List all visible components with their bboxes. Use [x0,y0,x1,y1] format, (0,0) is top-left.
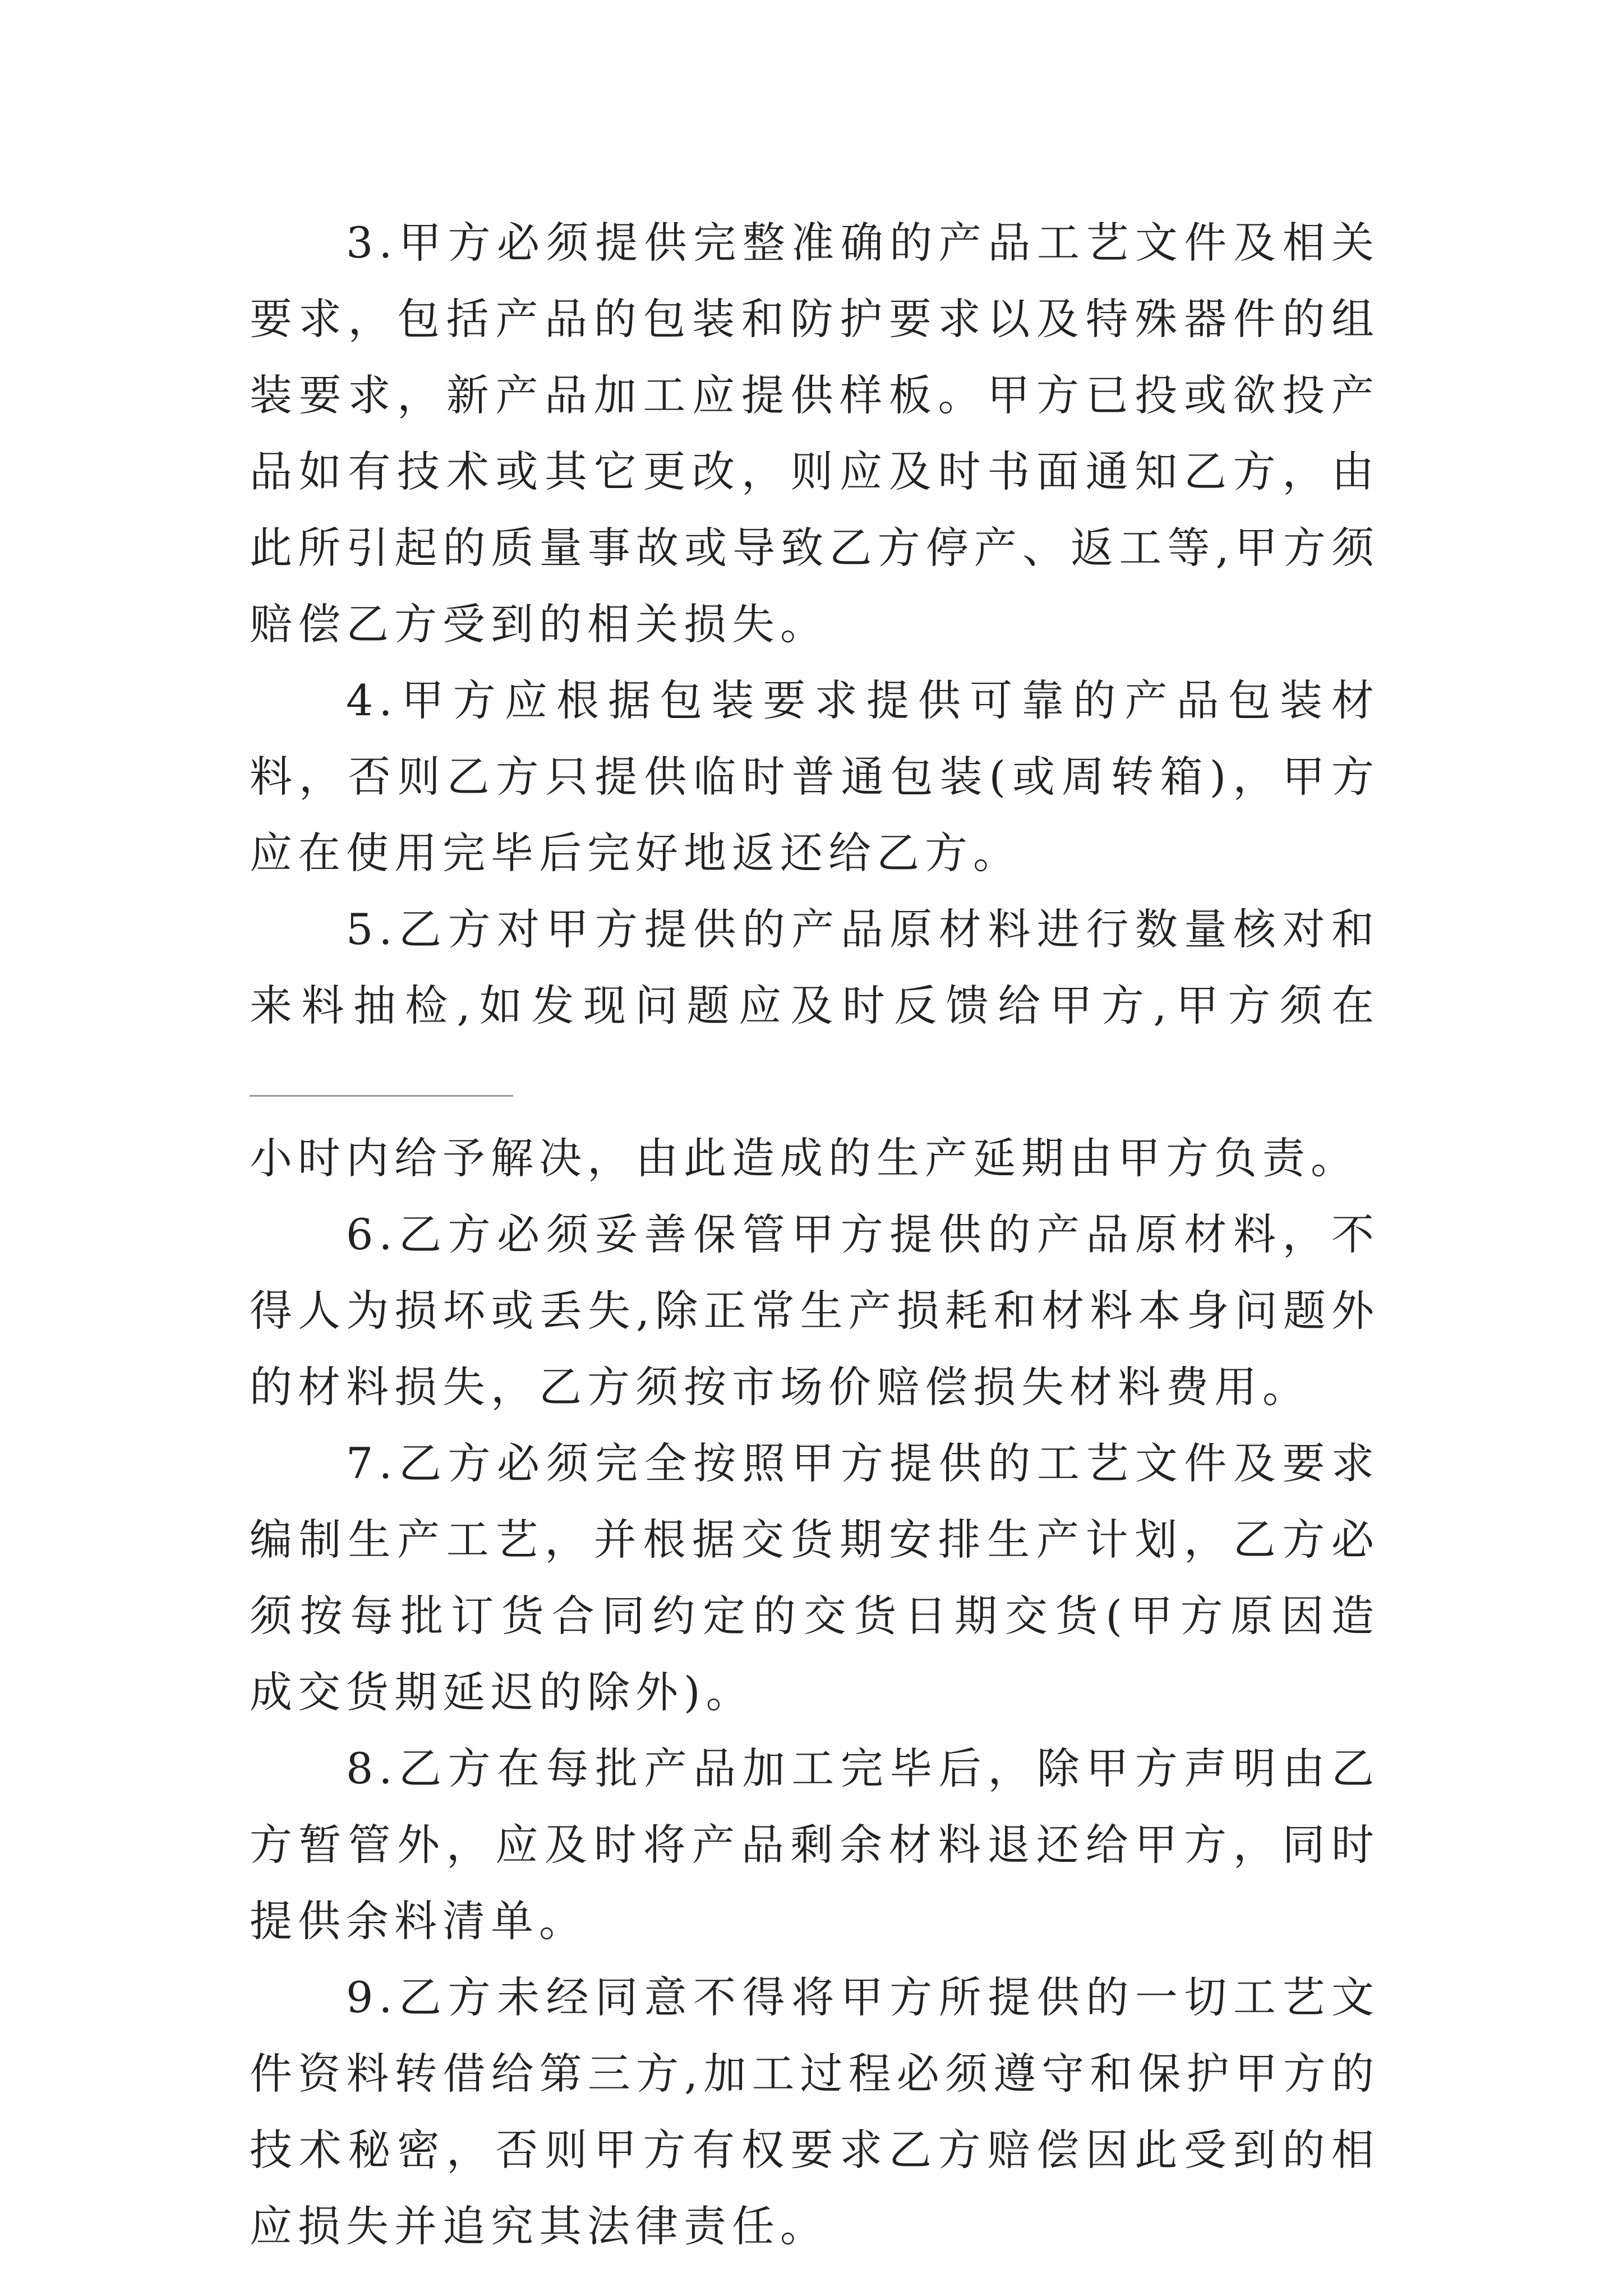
clause-3: 3.甲方必须提供完整准确的产品工艺文件及相关要求，包括产品的包装和防护要求以及特殊器件的组装要求，新产品加工应提供样板。甲方已投或欲投产品如有技术或其它更改，则应及时书面通知乙方，由此所引起的质量事故或导致乙方停产、返工等,甲方须赔偿乙方受到的相关损失。 [250,218,1380,649]
clause-5 [250,891,1380,1197]
clause-9: 9.乙方未经同意不得将甲方所提供的一切工艺文件资料转借给第三方,加工过程必须遵守和保护甲方的技术秘密，否则甲方有权要求乙方赔偿因此受到的相应损失并追究其法律责任。 [250,1972,1380,2251]
clause-4: 4.甲方应根据包装要求提供可靠的产品包装材料，否则乙方只提供临时普通包装(或周转箱)，甲方应在使用完毕后完好地返还给乙方。 [250,675,1380,878]
clause-6: 6.乙方必须妥善保管甲方提供的产品原材料，不得人为损坏或丢失,除正常生产损耗和材料本身问题外的材料损失，乙方须按市场价赔偿损失材料费用。 [250,1209,1380,1412]
clause-5-text-before-blank: 5.乙方对甲方提供的产品原材料进行数量核对和来料抽检,如发现问题应及时反馈给甲方,甲方须在 [250,904,1380,1030]
clause-8: 8.乙方在每批产品加工完毕后，除甲方声明由乙方暂管外，应及时将产品剩余材料退还给甲方，同时提供余料清单。 [250,1743,1380,1946]
contract-body [250,205,1380,2265]
fill-in-blank-hours[interactable] [250,1056,513,1097]
clause-7: 7.乙方必须完全按照甲方提供的工艺文件及要求编制生产工艺，并根据交货期安排生产计划，乙方必须按每批订货合同约定的交货日期交货(甲方原因造成交货期延迟的除外)。 [250,1438,1380,1717]
clause-5-text-after-blank: 小时内给予解决，由此造成的生产延期由甲方负责。 [250,1133,1359,1183]
